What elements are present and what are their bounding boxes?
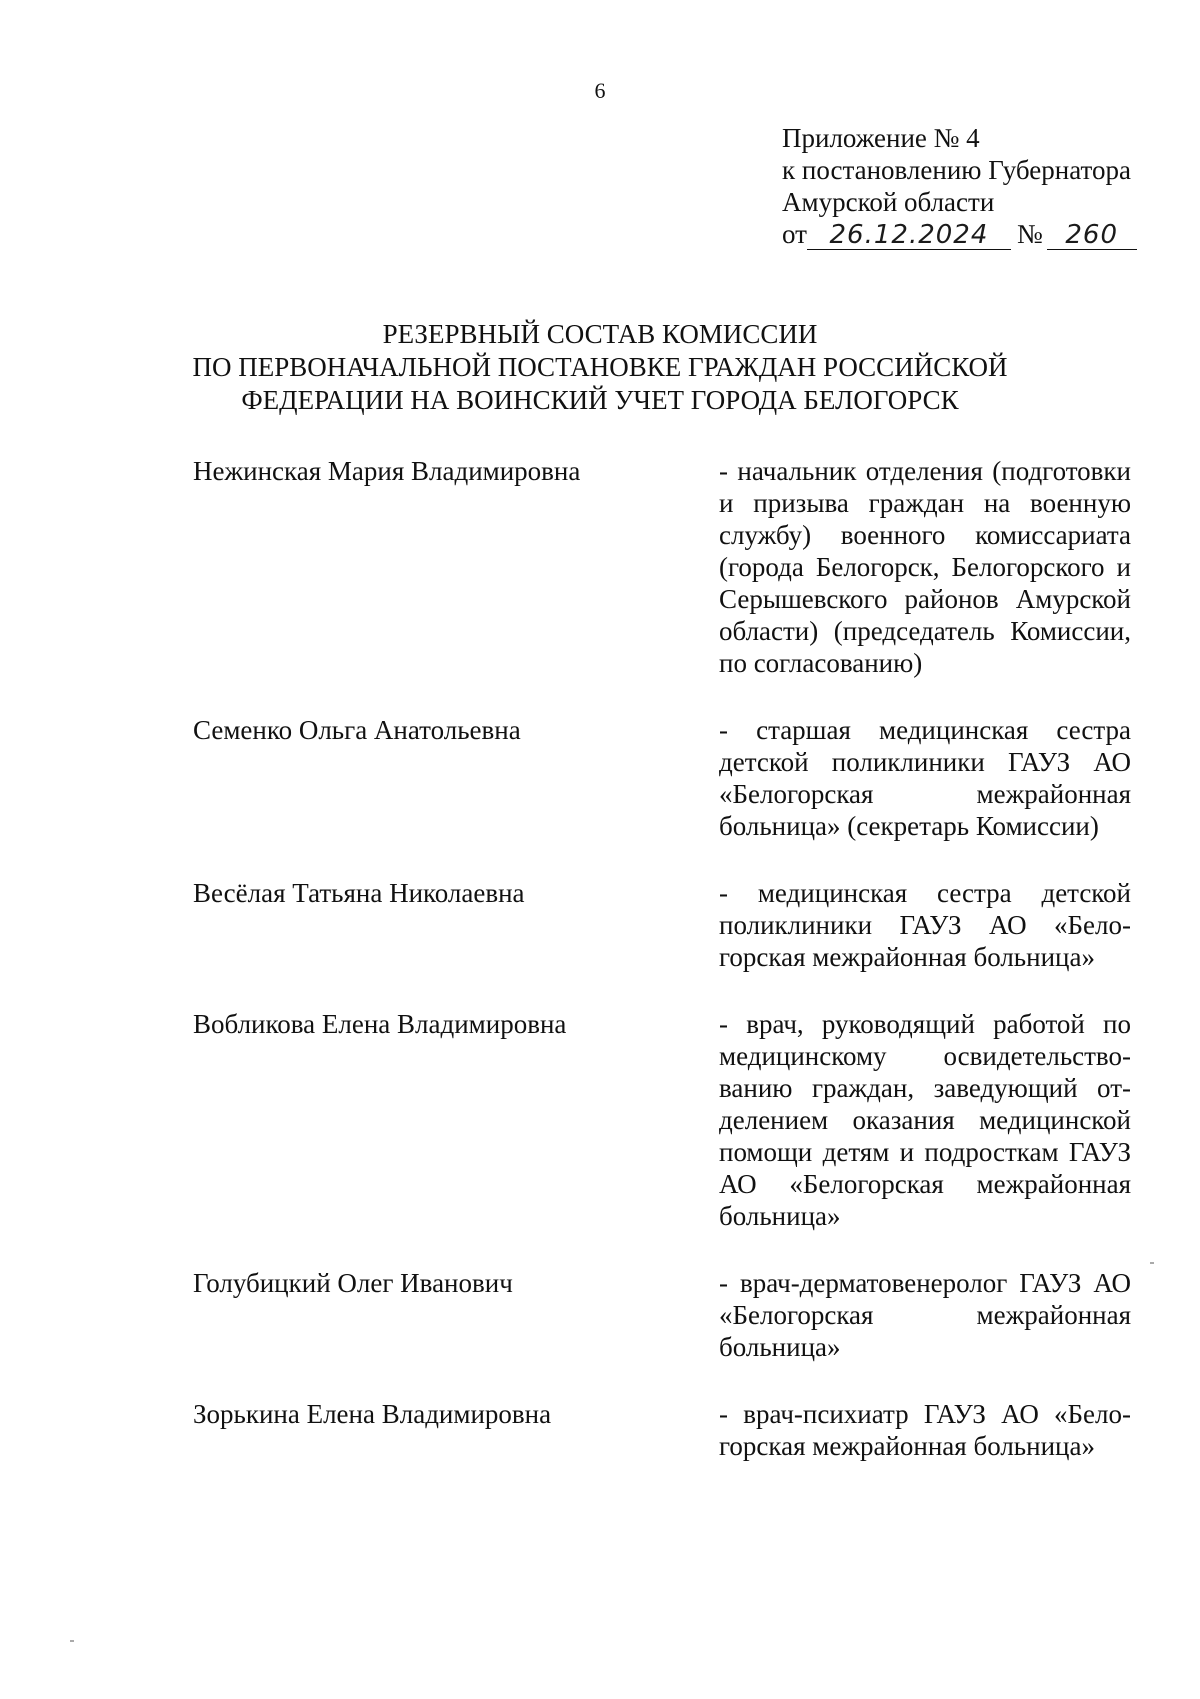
title-line-1: РЕЗЕРВНЫЙ СОСТАВ КОМИССИИ (382, 319, 818, 349)
member-name: Весёлая Татьяна Николаевна (193, 878, 525, 908)
member-row (0, 1398, 1200, 1462)
from-label: от (782, 219, 807, 249)
page-number: 6 (594, 78, 606, 103)
member-row (0, 714, 1200, 842)
handwritten-date: 26.12.2024 (811, 219, 1007, 251)
members-list (0, 455, 1200, 1497)
member-role: - врач-дерматовенеролог ГАУЗ АО «Белогорская межрайонная больница» (719, 1268, 1131, 1362)
member-row (0, 455, 1200, 679)
member-row (0, 1008, 1200, 1232)
member-name: Зорькина Елена Владимировна (193, 1399, 552, 1429)
member-role: - начальник отделения (подготовки и призыва граждан на военную службу) военного комиссариата (города Белогорск, Белогорского и Серышевского районов Амурской области) (председатель Комиссии, по согласованию) (719, 456, 1131, 678)
member-name: Семенко Ольга Анатольевна (193, 715, 521, 745)
appendix-number: Приложение № 4 (782, 123, 980, 153)
member-name: Вобликова Елена Владимировна (193, 1009, 567, 1039)
number-label: № (1016, 219, 1043, 249)
scan-artifact (1150, 1262, 1154, 1264)
appendix-date-line (782, 218, 1133, 251)
appendix-region: Амурской области (782, 187, 995, 217)
document-title (0, 318, 1200, 417)
title-line-2: ПО ПЕРВОНАЧАЛЬНОЙ ПОСТАНОВКЕ ГРАЖДАН РОССИЙСКОЙ (192, 352, 1008, 382)
member-role: - врач-психиатр ГАУЗ АО «Белогорская межрайонная больница» (719, 1399, 1131, 1461)
member-name: Нежинская Мария Владимировна (193, 456, 581, 486)
appendix-header (782, 122, 1133, 251)
appendix-decree-ref: к постановлению Губернатора (782, 155, 1131, 185)
title-line-3: ФЕДЕРАЦИИ НА ВОИНСКИЙ УЧЕТ ГОРОДА БЕЛОГОРСК (241, 385, 959, 415)
member-row (0, 1267, 1200, 1363)
member-role: - старшая медицинская сестра детской поликлиники ГАУЗ АО «Белогорская межрайонная больница» (секретарь Комиссии) (719, 715, 1131, 841)
member-name: Голубицкий Олег Иванович (193, 1268, 513, 1298)
member-row (0, 877, 1200, 973)
member-role: - медицинская сестра детской поликлиники ГАУЗ АО «Белогорская межрайонная больница» (719, 878, 1131, 972)
scan-artifact (70, 1640, 74, 1642)
member-role: - врач, руководящий работой по медицинскому освидетельствованию граждан, заведующий отделением оказания медицинской помощи детям и подросткам ГАУЗ АО «Белогорская межрайонная больница» (719, 1009, 1131, 1231)
handwritten-number: 260 (1051, 219, 1133, 251)
